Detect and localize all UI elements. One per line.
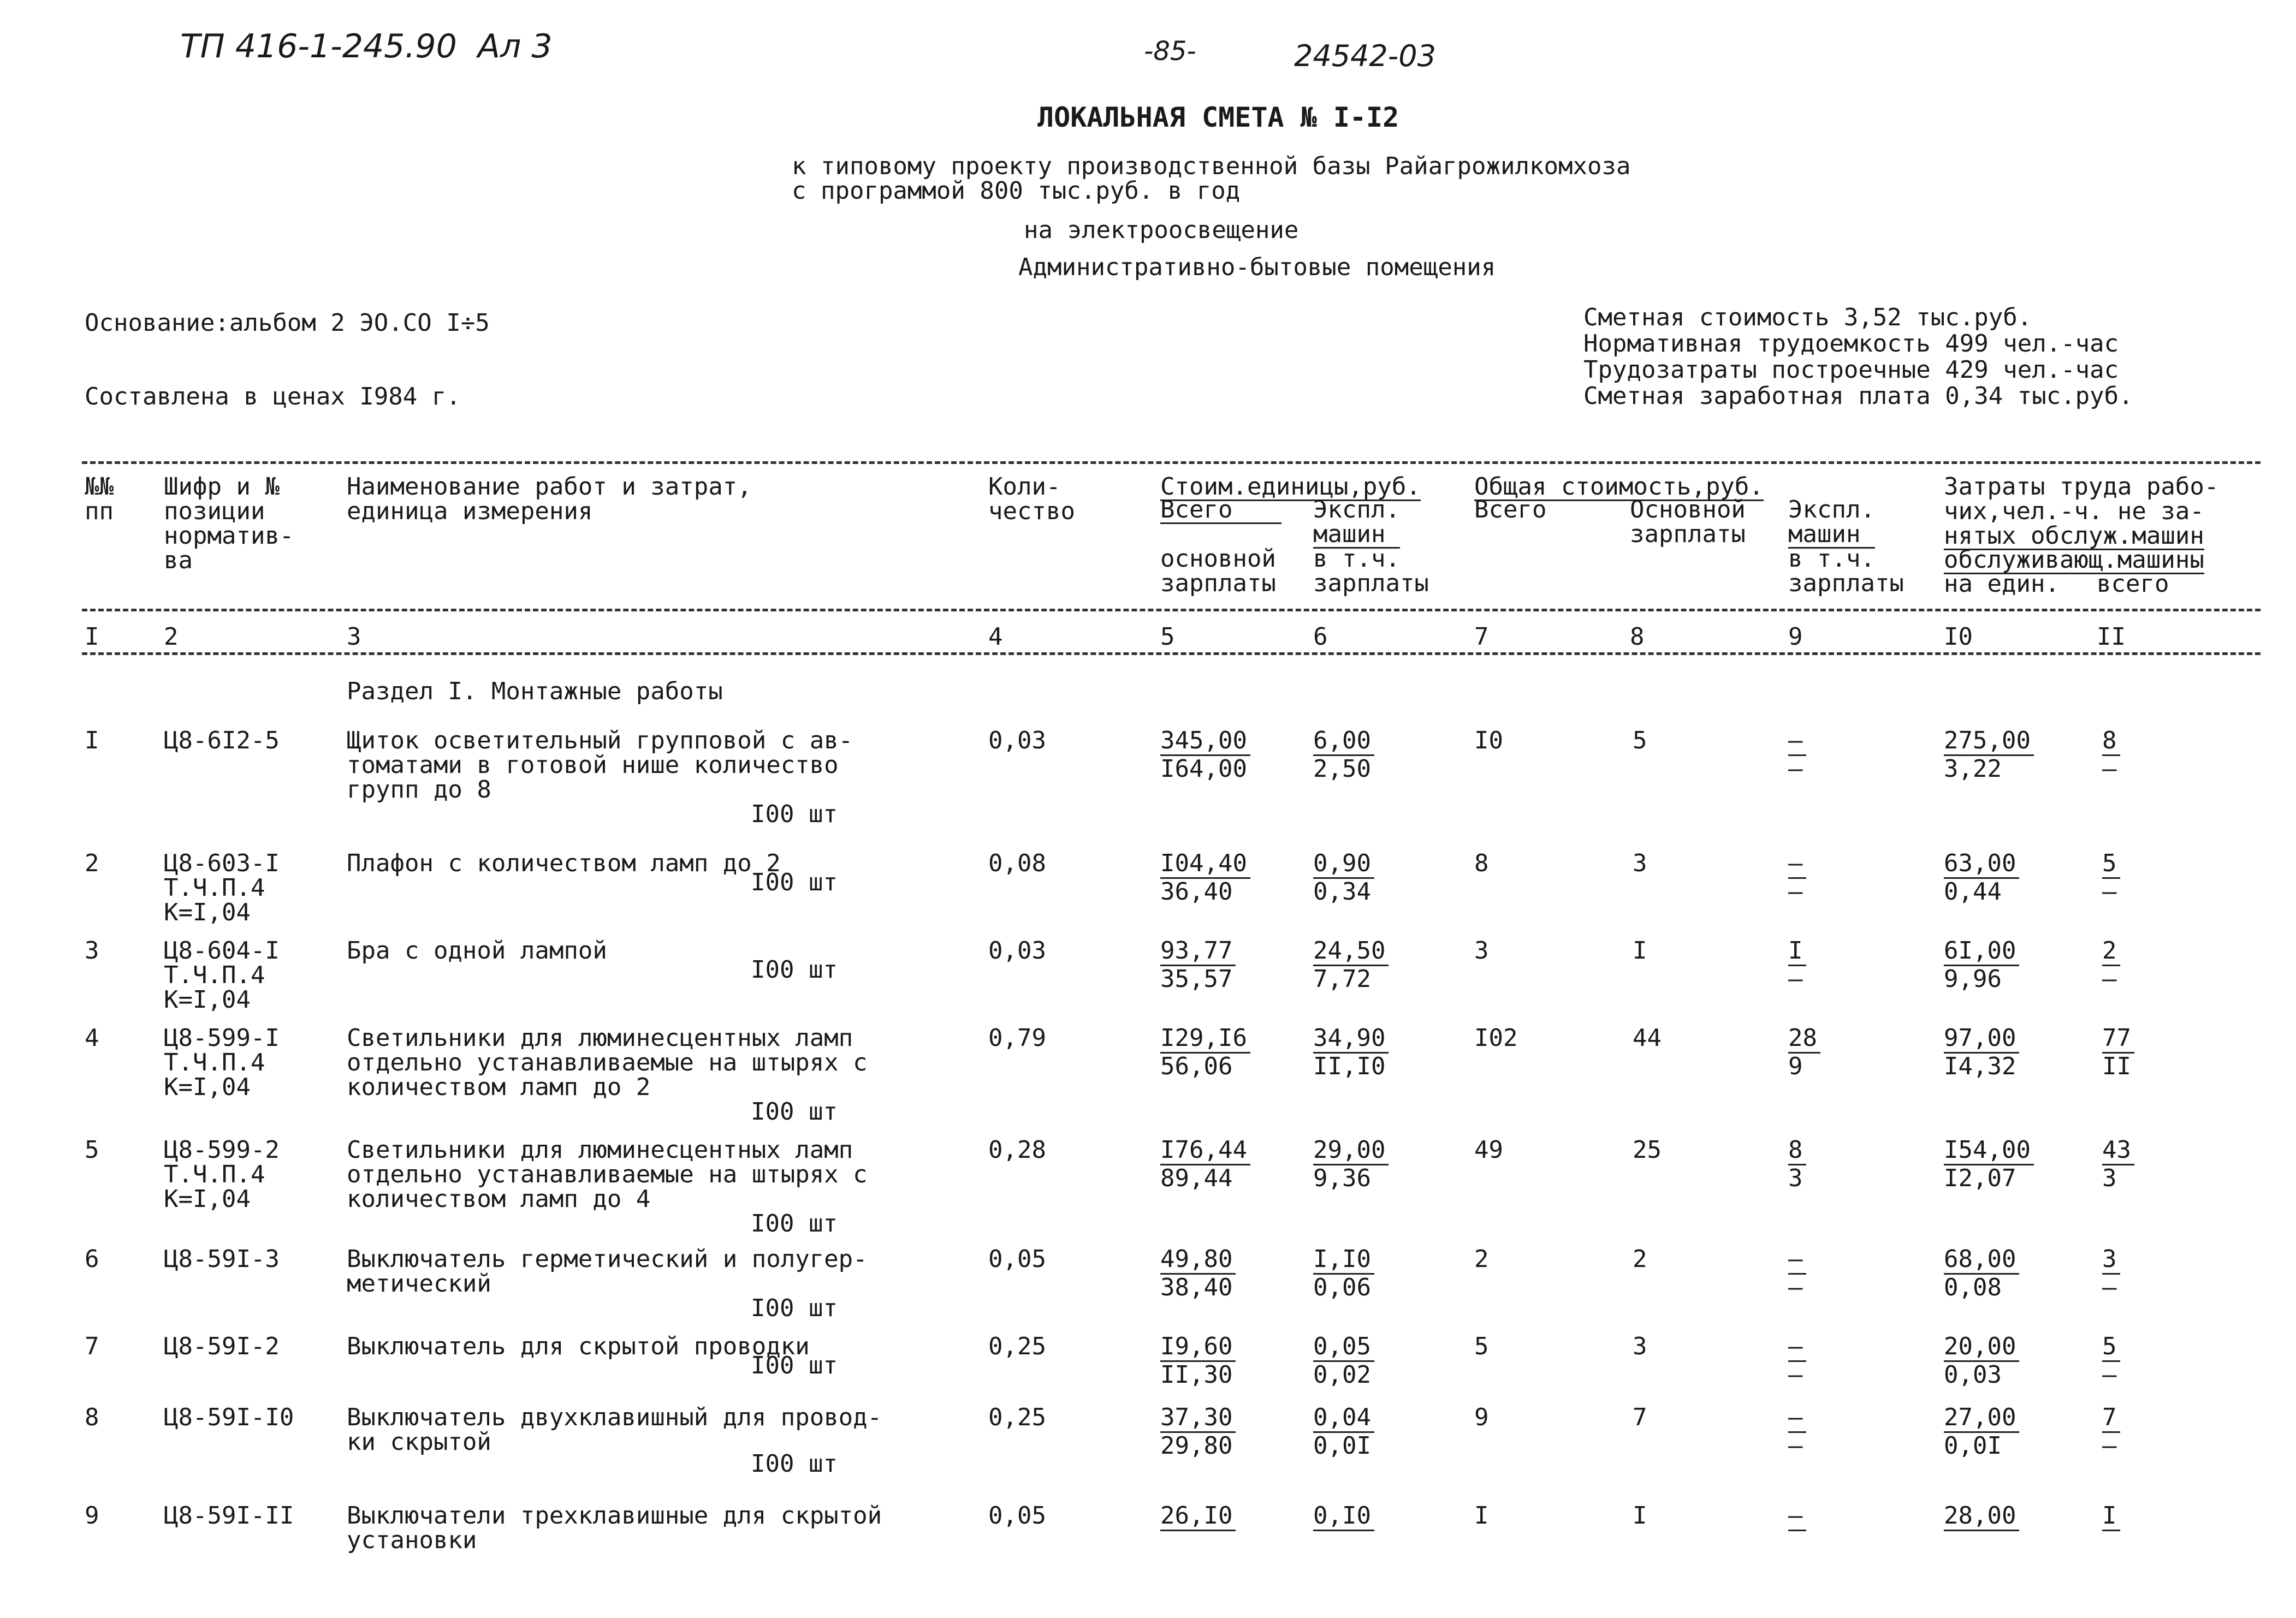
row-name: Бра с одной лампой	[347, 937, 607, 965]
row-total-mach-bottom: –	[1788, 1273, 1803, 1301]
col-number: 9	[1788, 623, 1803, 651]
row-labor-total	[2102, 1403, 2120, 1460]
row-total-wage: 7	[1633, 1403, 1647, 1431]
row-labor-total	[2102, 1335, 2120, 1388]
row-labor-total-top: I	[2102, 1504, 2120, 1531]
col-header-quantity: Коли- чество	[988, 473, 1075, 525]
row-labor-total	[2102, 1026, 2134, 1079]
row-name: Щиток осветительный групповой с ав- томатами в готовой нише количество групп до 8	[347, 727, 853, 804]
row-labor-unit	[1944, 1138, 2034, 1191]
row-unit-cost-bottom	[1160, 1531, 1236, 1532]
row-total-mach-bottom: –	[1788, 965, 1803, 993]
row-total-wage: 25	[1633, 1136, 1662, 1164]
row-total-mach	[1788, 1335, 1806, 1388]
row-unit-cost-bottom: 29,80	[1160, 1431, 1233, 1460]
row-unit-cost	[1160, 1138, 1250, 1191]
prices-text: Составлена в ценах I984 г.	[85, 383, 461, 411]
row-name: Выключатель для скрытой проводки	[347, 1333, 810, 1360]
row-unit-mach-bottom: 0,34	[1313, 877, 1371, 906]
row-quantity: 0,03	[988, 727, 1046, 754]
row-unit-mach-bottom: 9,36	[1313, 1164, 1371, 1192]
row-unit-cost	[1160, 1247, 1236, 1300]
row-unit-mach-top: 0,05	[1313, 1335, 1374, 1362]
row-total: 49	[1474, 1136, 1503, 1164]
row-total: 3	[1474, 937, 1489, 965]
col-header-labor-unit: на един.	[1944, 570, 2060, 598]
col-header-number: №№ пп	[85, 473, 114, 525]
row-labor-total	[2102, 939, 2120, 992]
row-unit-mach-top: 6,00	[1313, 729, 1374, 756]
row-unit-mach-top: 24,50	[1313, 939, 1389, 966]
row-unit-cost-top: 37,30	[1160, 1406, 1236, 1433]
col-header-name: Наименование работ и затрат, единица измерения	[347, 473, 752, 525]
row-unit-mach	[1313, 1335, 1374, 1388]
row-labor-total-bottom: –	[2102, 1360, 2117, 1389]
row-name: Выключатель герметический и полугер- метический	[347, 1245, 868, 1298]
row-labor-unit	[1944, 939, 2019, 992]
row-unit-mach-bottom: 0,02	[1313, 1360, 1371, 1389]
row-number: I	[85, 727, 99, 754]
row-labor-total-bottom: 3	[2102, 1164, 2117, 1192]
row-name: Плафон с количеством ламп до 2	[347, 849, 781, 877]
row-labor-total-top: 5	[2102, 852, 2120, 879]
row-labor-unit-top: 97,00	[1944, 1026, 2019, 1054]
row-labor-unit-bottom: 0,03	[1944, 1360, 2002, 1389]
row-quantity: 0,08	[988, 849, 1046, 877]
col-header-total-wage: Основной зарплаты	[1630, 496, 1746, 548]
row-labor-unit	[1944, 729, 2034, 782]
row-unit-cost-bottom: 89,44	[1160, 1164, 1233, 1192]
row-name: Выключатели трехклавишные для скрытой установки	[347, 1502, 882, 1554]
row-quantity: 0,79	[988, 1024, 1046, 1052]
row-unit-cost	[1160, 849, 1250, 906]
title-line-3: на электроосвещение	[1024, 216, 1299, 244]
header-bottom-rule	[82, 609, 2261, 611]
table-top-rule	[82, 461, 2261, 464]
row-labor-unit	[1944, 1403, 2019, 1460]
row-total-mach-top: –	[1788, 729, 1806, 756]
row-total-mach	[1788, 1138, 1806, 1191]
row-number: 2	[85, 849, 99, 877]
row-total-mach-top: –	[1788, 1247, 1806, 1275]
col-header-unit-mach: Экспл. машин	[1313, 496, 1400, 548]
row-labor-total-top: 7	[2102, 1406, 2120, 1433]
col-number: 2	[164, 623, 179, 651]
col-header-total: Всего	[1474, 496, 1547, 524]
row-unit-cost-bottom: 36,40	[1160, 877, 1233, 906]
row-unit-mach	[1313, 1504, 1374, 1532]
row-unit-mach-top: 34,90	[1313, 1026, 1389, 1054]
row-total-mach	[1788, 939, 1806, 992]
col-number: 5	[1160, 623, 1175, 651]
row-total-mach-top: 8	[1788, 1138, 1806, 1165]
row-labor-unit-top: I54,00	[1944, 1138, 2034, 1165]
row-name: Светильники для люминесцентных ламп отдельно устанавливаемые на штырях с количеством ламп до 2	[347, 1024, 868, 1101]
row-number: 5	[85, 1136, 99, 1164]
row-total: 9	[1474, 1403, 1489, 1431]
row-total-mach-bottom: –	[1788, 1360, 1803, 1389]
col-header-code: Шифр и № позиции норматив- ва	[164, 473, 294, 574]
col-number: 3	[347, 623, 361, 651]
row-total: 8	[1474, 849, 1489, 877]
row-unit-mach-top: 0,90	[1313, 852, 1374, 879]
row-unit-cost-top: I76,44	[1160, 1138, 1250, 1165]
col-number: 8	[1630, 623, 1645, 651]
row-unit-mach-bottom: 0,06	[1313, 1273, 1371, 1301]
row-quantity: 0,28	[988, 1136, 1046, 1164]
row-unit-mach	[1313, 1403, 1374, 1460]
row-unit-cost	[1160, 1403, 1236, 1460]
row-code: Ц8-603-I Т.Ч.П.4 К=I,04	[164, 849, 280, 926]
row-total-mach	[1788, 1403, 1806, 1460]
row-labor-unit	[1944, 849, 2019, 906]
row-labor-total-bottom: –	[2102, 1273, 2117, 1301]
col-number: 6	[1313, 623, 1328, 651]
row-labor-unit-bottom: 0,0I	[1944, 1431, 2002, 1460]
col-header-labor-sub1: нятых обслуж.машин	[1944, 522, 2204, 550]
row-unit-cost-bottom: 56,06	[1160, 1052, 1233, 1080]
row-labor-unit-bottom	[1944, 1531, 2019, 1532]
row-unit: I00 шт	[751, 1210, 838, 1238]
row-labor-unit	[1944, 1026, 2019, 1079]
col-header-total-cost-group: Общая стоимость,руб.	[1474, 473, 1764, 501]
row-code: Ц8-6I2-5	[164, 727, 280, 754]
row-unit: I00 шт	[751, 1098, 838, 1126]
row-total-wage: 44	[1633, 1024, 1662, 1052]
row-labor-total	[2102, 729, 2120, 782]
row-total-mach	[1788, 1504, 1806, 1532]
row-labor-total	[2102, 1504, 2120, 1532]
row-unit: I00 шт	[751, 869, 838, 896]
row-quantity: 0,25	[988, 1333, 1046, 1360]
row-labor-unit-top: 68,00	[1944, 1247, 2019, 1275]
row-labor-unit	[1944, 1504, 2019, 1532]
row-unit-mach	[1313, 1247, 1374, 1300]
row-total-wage: I	[1633, 937, 1647, 965]
row-unit: I00 шт	[751, 1294, 838, 1322]
row-unit-mach	[1313, 1138, 1389, 1191]
row-labor-total-bottom: –	[2102, 965, 2117, 993]
summary-cost: Сметная стоимость 3,52 тыс.руб.	[1583, 304, 2032, 331]
row-total: I02	[1474, 1024, 1518, 1052]
document-code: 24542-03	[1294, 39, 1436, 73]
row-labor-unit-top: 28,00	[1944, 1504, 2019, 1531]
estimate-title: ЛОКАЛЬНАЯ СМЕТА № I-I2	[1037, 102, 1399, 133]
col-number: 4	[988, 623, 1003, 651]
doc-reference: ТП 416-1-245.90 Ал 3	[180, 27, 553, 66]
row-labor-unit-top: 27,00	[1944, 1406, 2019, 1433]
row-unit-cost	[1160, 1504, 1236, 1532]
row-unit-mach-bottom: 2,50	[1313, 754, 1371, 783]
row-code: Ц8-59I-3	[164, 1245, 280, 1273]
row-total-mach-top: –	[1788, 852, 1806, 879]
row-unit-cost-top: 49,80	[1160, 1247, 1236, 1275]
row-unit-cost	[1160, 1026, 1250, 1079]
row-quantity: 0,05	[988, 1502, 1046, 1530]
row-total-mach-bottom: 3	[1788, 1164, 1803, 1192]
row-number: 3	[85, 937, 99, 965]
row-name: Выключатель двухклавишный для провод- ки скрытой	[347, 1403, 882, 1456]
row-number: 9	[85, 1502, 99, 1530]
row-labor-total-top: 43	[2102, 1138, 2134, 1165]
row-unit-cost	[1160, 939, 1236, 992]
row-labor-unit-bottom: I2,07	[1944, 1164, 2016, 1192]
row-labor-unit-top: 6I,00	[1944, 939, 2019, 966]
row-unit-mach-bottom	[1313, 1531, 1374, 1532]
row-quantity: 0,03	[988, 937, 1046, 965]
row-code: Ц8-59I-I0	[164, 1403, 294, 1431]
page-number: -85-	[1144, 36, 1196, 67]
col-header-unit-cost-group: Стоим.единицы,руб.	[1160, 473, 1421, 501]
row-unit-cost	[1160, 1335, 1236, 1388]
row-unit-mach	[1313, 939, 1389, 992]
row-labor-unit-bottom: I4,32	[1944, 1052, 2016, 1080]
row-unit-mach	[1313, 729, 1374, 782]
row-unit-mach-top: 0,I0	[1313, 1504, 1374, 1531]
summary-labor-site: Трудозатраты построечные 429 чел.-час	[1583, 356, 2119, 384]
title-line-4: Административно-бытовые помещения	[1018, 253, 1496, 281]
row-unit-cost-top: 345,00	[1160, 729, 1250, 756]
row-quantity: 0,25	[988, 1403, 1046, 1431]
row-unit: I00 шт	[751, 800, 838, 828]
row-total-mach-bottom: –	[1788, 877, 1803, 906]
row-code: Ц8-59I-II	[164, 1502, 294, 1530]
row-total-mach-top: I	[1788, 939, 1806, 966]
row-total-mach-top: –	[1788, 1406, 1806, 1433]
row-number: 7	[85, 1333, 99, 1360]
row-unit-mach	[1313, 1026, 1389, 1079]
row-unit-cost	[1160, 729, 1250, 782]
row-total-mach	[1788, 1026, 1820, 1079]
row-unit-mach	[1313, 849, 1374, 906]
row-labor-total-bottom: II	[2102, 1052, 2131, 1080]
col-number: II	[2097, 623, 2126, 651]
row-unit-mach-bottom: 0,0I	[1313, 1431, 1371, 1460]
row-labor-total-top: 3	[2102, 1247, 2120, 1275]
row-unit: I00 шт	[751, 1352, 838, 1379]
row-unit-mach-bottom: II,I0	[1313, 1052, 1386, 1080]
row-labor-total-top: 2	[2102, 939, 2120, 966]
row-total-wage: 2	[1633, 1245, 1647, 1273]
row-total-mach-top: –	[1788, 1335, 1806, 1362]
row-total-mach	[1788, 1247, 1806, 1300]
row-labor-total	[2102, 1138, 2134, 1191]
row-code: Ц8-604-I Т.Ч.П.4 К=I,04	[164, 937, 280, 1014]
row-labor-unit-top: 63,00	[1944, 852, 2019, 879]
row-total-mach-bottom	[1788, 1531, 1806, 1532]
row-total-mach-top: –	[1788, 1504, 1806, 1531]
section-title: Раздел I. Монтажные работы	[347, 677, 723, 705]
row-name: Светильники для люминесцентных ламп отдельно устанавливаемые на штырях с количеством ламп до 4	[347, 1136, 868, 1213]
row-total-wage: 3	[1633, 849, 1647, 877]
row-labor-total-bottom	[2102, 1531, 2120, 1532]
col-header-labor: Затраты труда рабо- чих,чел.-ч. не за-	[1944, 473, 2219, 525]
summary-wage: Сметная заработная плата 0,34 тыс.руб.	[1583, 382, 2133, 410]
row-number: 6	[85, 1245, 99, 1273]
row-labor-unit	[1944, 1247, 2019, 1300]
col-header-unit-wage: основной зарплаты	[1160, 545, 1276, 597]
row-total-mach	[1788, 849, 1806, 906]
title-line-2: с программой 800 тыс.руб. в год	[792, 177, 1241, 205]
row-unit-cost-bottom: II,30	[1160, 1360, 1233, 1389]
col-header-labor-sub2: обслуживающ.машины	[1944, 546, 2204, 574]
row-labor-total-bottom: –	[2102, 754, 2117, 783]
row-labor-unit-bottom: 3,22	[1944, 754, 2002, 783]
row-total: I	[1474, 1502, 1489, 1530]
row-code: Ц8-599-I Т.Ч.П.4 К=I,04	[164, 1024, 280, 1101]
col-header-labor-total: всего	[2097, 570, 2169, 598]
row-total: 5	[1474, 1333, 1489, 1360]
row-unit-mach-bottom: 7,72	[1313, 965, 1371, 993]
row-unit-cost-top: I04,40	[1160, 852, 1250, 879]
row-total: 2	[1474, 1245, 1489, 1273]
row-unit-cost-top: 93,77	[1160, 939, 1236, 966]
row-labor-total	[2102, 849, 2120, 906]
col-number: I0	[1944, 623, 1973, 651]
col-header-total-mach-wage: в т.ч. зарплаты	[1788, 545, 1904, 597]
col-number: I	[85, 623, 99, 651]
row-unit-cost-top: I9,60	[1160, 1335, 1236, 1362]
title-line-1: к типовому проекту производственной базы Райагрожилкомхоза	[792, 152, 1631, 180]
row-labor-unit	[1944, 1335, 2019, 1388]
row-labor-total-bottom: –	[2102, 1431, 2117, 1460]
col-number: 7	[1474, 623, 1489, 651]
row-total-mach-bottom: –	[1788, 754, 1803, 783]
summary-labor-norm: Нормативная трудоемкость 499 чел.-час	[1583, 330, 2119, 358]
row-total-mach	[1788, 729, 1806, 782]
row-labor-unit-bottom: 0,08	[1944, 1273, 2002, 1301]
row-quantity: 0,05	[988, 1245, 1046, 1273]
row-labor-total-top: 77	[2102, 1026, 2134, 1054]
row-labor-total-top: 8	[2102, 729, 2120, 756]
row-unit-cost-top: I29,I6	[1160, 1026, 1250, 1054]
col-header-unit-mach-wage: в т.ч. зарплаты	[1313, 545, 1429, 597]
row-code: Ц8-599-2 Т.Ч.П.4 К=I,04	[164, 1136, 280, 1213]
row-labor-unit-bottom: 9,96	[1944, 965, 2002, 993]
col-header-total-mach: Экспл. машин	[1788, 496, 1875, 548]
row-labor-unit-top: 20,00	[1944, 1335, 2019, 1362]
row-total-mach-bottom: –	[1788, 1431, 1803, 1460]
row-number: 4	[85, 1024, 99, 1052]
col-header-unit-total: Всего	[1160, 498, 1282, 524]
row-number: 8	[85, 1403, 99, 1431]
row-total-mach-bottom: 9	[1788, 1052, 1803, 1080]
row-unit-mach-top: I,I0	[1313, 1247, 1374, 1275]
row-unit: I00 шт	[751, 1450, 838, 1478]
row-unit-cost-bottom: I64,00	[1160, 754, 1247, 783]
row-total-wage: 3	[1633, 1333, 1647, 1360]
row-unit-cost-bottom: 38,40	[1160, 1273, 1233, 1301]
row-unit-mach-top: 29,00	[1313, 1138, 1389, 1165]
row-total-mach-top: 28	[1788, 1026, 1820, 1054]
row-labor-unit-bottom: 0,44	[1944, 877, 2002, 906]
row-code: Ц8-59I-2	[164, 1333, 280, 1360]
row-total-wage: 5	[1633, 727, 1647, 754]
row-labor-total-bottom: –	[2102, 877, 2117, 906]
row-total: I0	[1474, 727, 1503, 754]
row-unit-mach-top: 0,04	[1313, 1406, 1374, 1433]
row-labor-unit-top: 275,00	[1944, 729, 2034, 756]
row-total-wage: I	[1633, 1502, 1647, 1530]
row-unit-cost-top: 26,I0	[1160, 1504, 1236, 1531]
basis-text: Основание:альбом 2 ЭО.СО I÷5	[85, 309, 490, 337]
column-numbers-rule	[82, 652, 2261, 655]
row-labor-total-top: 5	[2102, 1335, 2120, 1362]
row-unit: I00 шт	[751, 956, 838, 984]
row-labor-total	[2102, 1247, 2120, 1300]
row-unit-cost-bottom: 35,57	[1160, 965, 1233, 993]
